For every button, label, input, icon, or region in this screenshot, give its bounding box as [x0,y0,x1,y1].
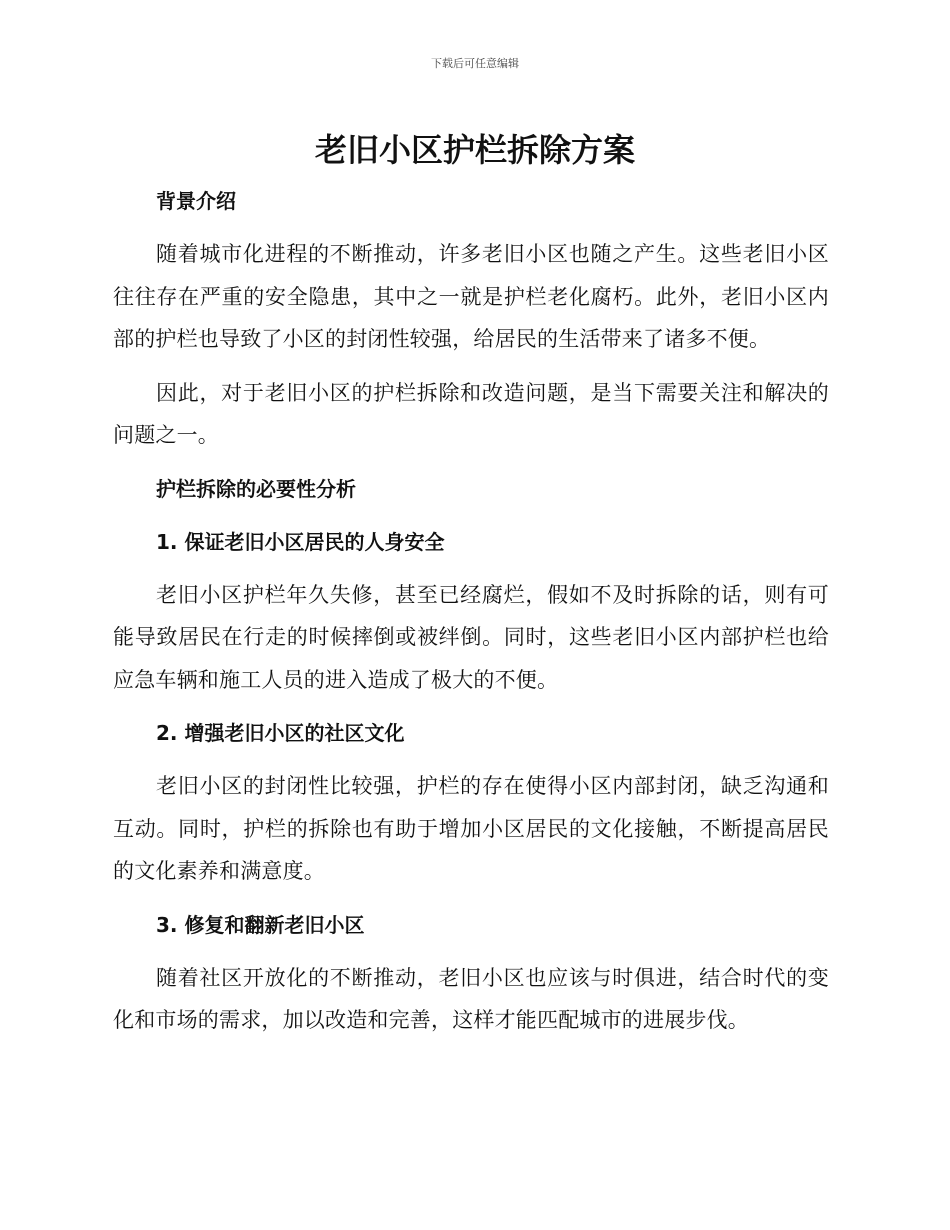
section-heading-background: 背景介绍 [156,189,236,213]
subheading-safety: 1. 保证老旧小区居民的人身安全 [156,529,445,554]
paragraph-renovation: 随着社区开放化的不断推动，老旧小区也应该与时俱进，结合时代的变化和市场的需求，加以改造和完善，这样才能匹配城市的进展步伐。 [113,965,829,1032]
section-heading-necessity: 护栏拆除的必要性分析 [156,476,356,501]
document-title: 老旧小区护栏拆除方案 [314,131,635,169]
paragraph-background-1: 随着城市化进程的不断推动，许多老旧小区也随之产生。这些老旧小区往往存在严重的安全隐患，其中之一就是护栏老化腐朽。此外，老旧小区内部的护栏也导致了小区的封闭性较强，给居民的生活带来了诸多不便。 [113,242,829,351]
subheading-renovation: 3. 修复和翻新老旧小区 [156,912,365,937]
paragraph-background-2: 因此，对于老旧小区的护栏拆除和改造问题，是当下需要关注和解决的问题之一。 [113,380,829,447]
subheading-culture: 2. 增强老旧小区的社区文化 [156,721,405,745]
document-body [113,180,829,1053]
paragraph-culture: 老旧小区的封闭性比较强，护栏的存在使得小区内部封闭，缺乏沟通和互动。同时，护栏的拆除也有助于增加小区居民的文化接触，不断提高居民的文化素养和满意度。 [113,774,829,883]
header-note: 下载后可任意编辑 [431,57,519,70]
paragraph-safety: 老旧小区护栏年久失修，甚至已经腐烂，假如不及时拆除的话，则有可能导致居民在行走的时候摔倒或被绊倒。同时，这些老旧小区内部护栏也给应急车辆和施工人员的进入造成了极大的不便。 [113,582,829,692]
